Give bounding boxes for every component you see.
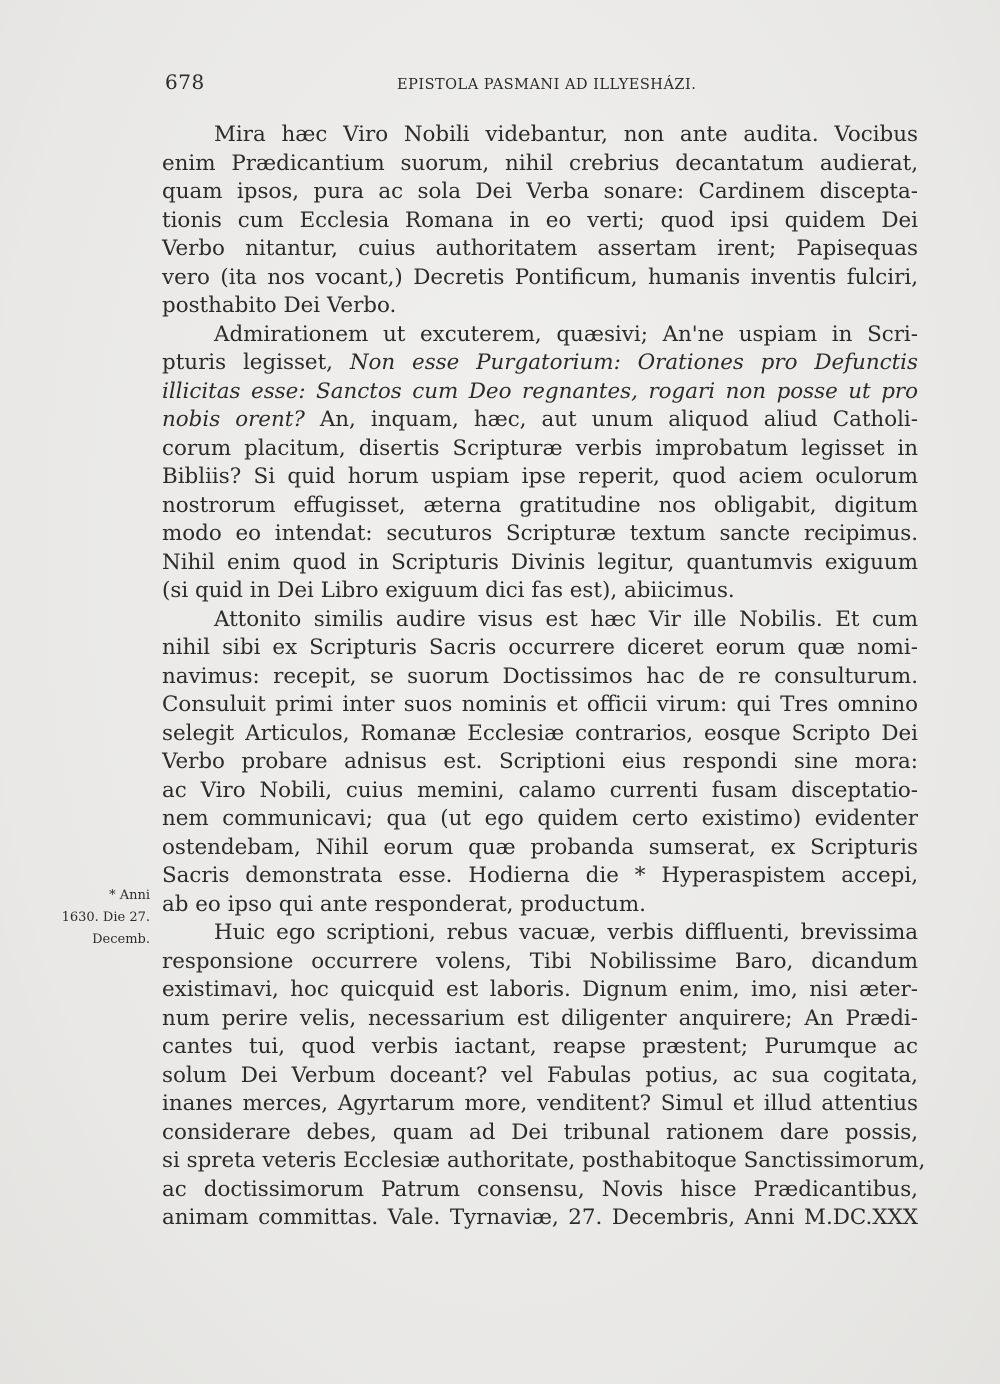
text-line: ac Viro Nobili, cuius memini, calamo currenti fusam disceptatio- — [162, 777, 918, 803]
text-line: ac doctissimorum Patrum consensu, Novis hisce Prædicantibus, — [162, 1176, 918, 1202]
text-line: nostrorum effugisset, æterna gratitudine nos obligabit, digitum — [162, 492, 918, 518]
text-line — [162, 406, 918, 435]
text-segment: pturis legisset, — [162, 350, 350, 375]
text-line: Consuluit primi inter suos nominis et officii virum: qui Tres omnino — [162, 692, 918, 717]
marginal-note-line: * Anni — [109, 888, 150, 903]
text-line: (si quid in Dei Libro exiguum dici fas est), abiicimus. — [162, 578, 735, 603]
text-line: quam ipsos, pura ac sola Dei Verba sonare: Cardinem discepta- — [162, 179, 918, 204]
text-line: considerare debes, quam ad Dei tribunal rationem dare possis, — [162, 1119, 918, 1145]
marginal-note — [40, 885, 150, 951]
text-line: ostendebam, Nihil eorum quæ probanda sumserat, ex Scripturis — [162, 834, 918, 860]
running-title: EPISTOLA PASMANI AD ILLYESHÁZI. — [397, 77, 697, 93]
text-line: Attonito similis audire visus est hæc Vir ille Nobilis. Et cum — [214, 606, 918, 632]
text-line: Mira hæc Viro Nobili videbantur, non ante audita. Vocibus — [214, 122, 918, 147]
text-line: vero (ita nos vocant,) Decretis Pontificum, humanis inventis fulciri, — [162, 264, 918, 290]
text-line: animam committas. Vale. Tyrnaviæ, 27. Decembris, Anni M.DC.XXX — [162, 1205, 918, 1230]
text-line: solum Dei Verbum doceant? vel Fabulas potius, ac sua cogitata, — [162, 1062, 918, 1088]
text-line: Verbo probare adnisus est. Scriptioni eius respondi sine mora: — [162, 749, 918, 774]
page-number: 678 — [165, 70, 205, 94]
marginal-note-line: Decemb. — [92, 932, 150, 947]
text-line: corum placitum, disertis Scripturæ verbis improbatum legisset in — [162, 435, 918, 461]
text-line: nem communicavi; qua (ut ego quidem certo existimo) evidenter — [162, 806, 918, 831]
body-text — [162, 121, 926, 1233]
page-header — [165, 70, 915, 100]
text-line: navimus: recepit, se suorum Doctissimos hac de re consulturum. — [162, 663, 918, 689]
text-line: enim Prædicantium suorum, nihil crebrius decantatum audierat, — [162, 150, 918, 176]
italic-quote: nobis orent? — [162, 407, 305, 432]
text-line: Sacris demonstrata esse. Hodierna die * Hyperaspistem accepi, — [162, 863, 918, 888]
text-line — [162, 378, 918, 407]
text-line: selegit Articulos, Romanæ Ecclesiæ contrarios, eosque Scripto Dei — [162, 720, 918, 746]
text-line: cantes tui, quod verbis iactant, reapse præstent; Purumque ac — [162, 1034, 918, 1059]
text-line: tionis cum Ecclesia Romana in eo verti; quod ipsi quidem Dei — [162, 207, 918, 233]
text-line: inanes merces, Agyrtarum more, venditent? Simul et illud attentius — [162, 1091, 918, 1116]
text-line: responsione occurrere volens, Tibi Nobilissime Baro, dicandum — [162, 948, 918, 974]
text-line: Bibliis? Si quid horum uspiam ipse reperit, quod aciem oculorum — [162, 464, 918, 489]
marginal-note-line: 1630. Die 27. — [61, 910, 150, 925]
italic-quote: Non esse Purgatorium: Orationes pro Defunctis — [349, 350, 918, 375]
text-line: posthabito Dei Verbo. — [162, 293, 397, 318]
text-line: Admirationem ut excuterem, quæsivi; An'ne uspiam in Scri- — [214, 321, 918, 347]
text-line: modo eo intendat: secuturos Scripturæ textum sancte recipimus. — [162, 521, 918, 546]
text-line: Nihil enim quod in Scripturis Divinis legitur, quantumvis exiguum — [162, 549, 918, 575]
text-line: num perire velis, necessarium est diligenter anquirere; An Prædi- — [162, 1005, 918, 1031]
text-line: nihil sibi ex Scripturis Sacris occurrere diceret eorum quæ nomi- — [162, 635, 918, 660]
text-segment: An, inquam, hæc, aut unum aliquod aliud Catholi- — [304, 407, 918, 432]
text-line: ab eo ipso qui ante responderat, productum. — [162, 891, 646, 917]
text-line: existimavi, hoc quicquid est laboris. Dignum enim, imo, nisi æter- — [162, 977, 918, 1002]
text-line: Verbo nitantur, cuius authoritatem assertam irent; Papisequas — [162, 236, 918, 261]
italic-quote: illicitas esse: Sanctos cum Deo regnantes, rogari non posse ut pro — [162, 378, 918, 404]
text-line — [162, 349, 918, 378]
text-line: si spreta veteris Ecclesiæ authoritate, posthabitoque Sanctissimorum, — [162, 1148, 926, 1173]
text-line: Huic ego scriptioni, rebus vacuæ, verbis diffluenti, brevissima — [214, 920, 918, 945]
